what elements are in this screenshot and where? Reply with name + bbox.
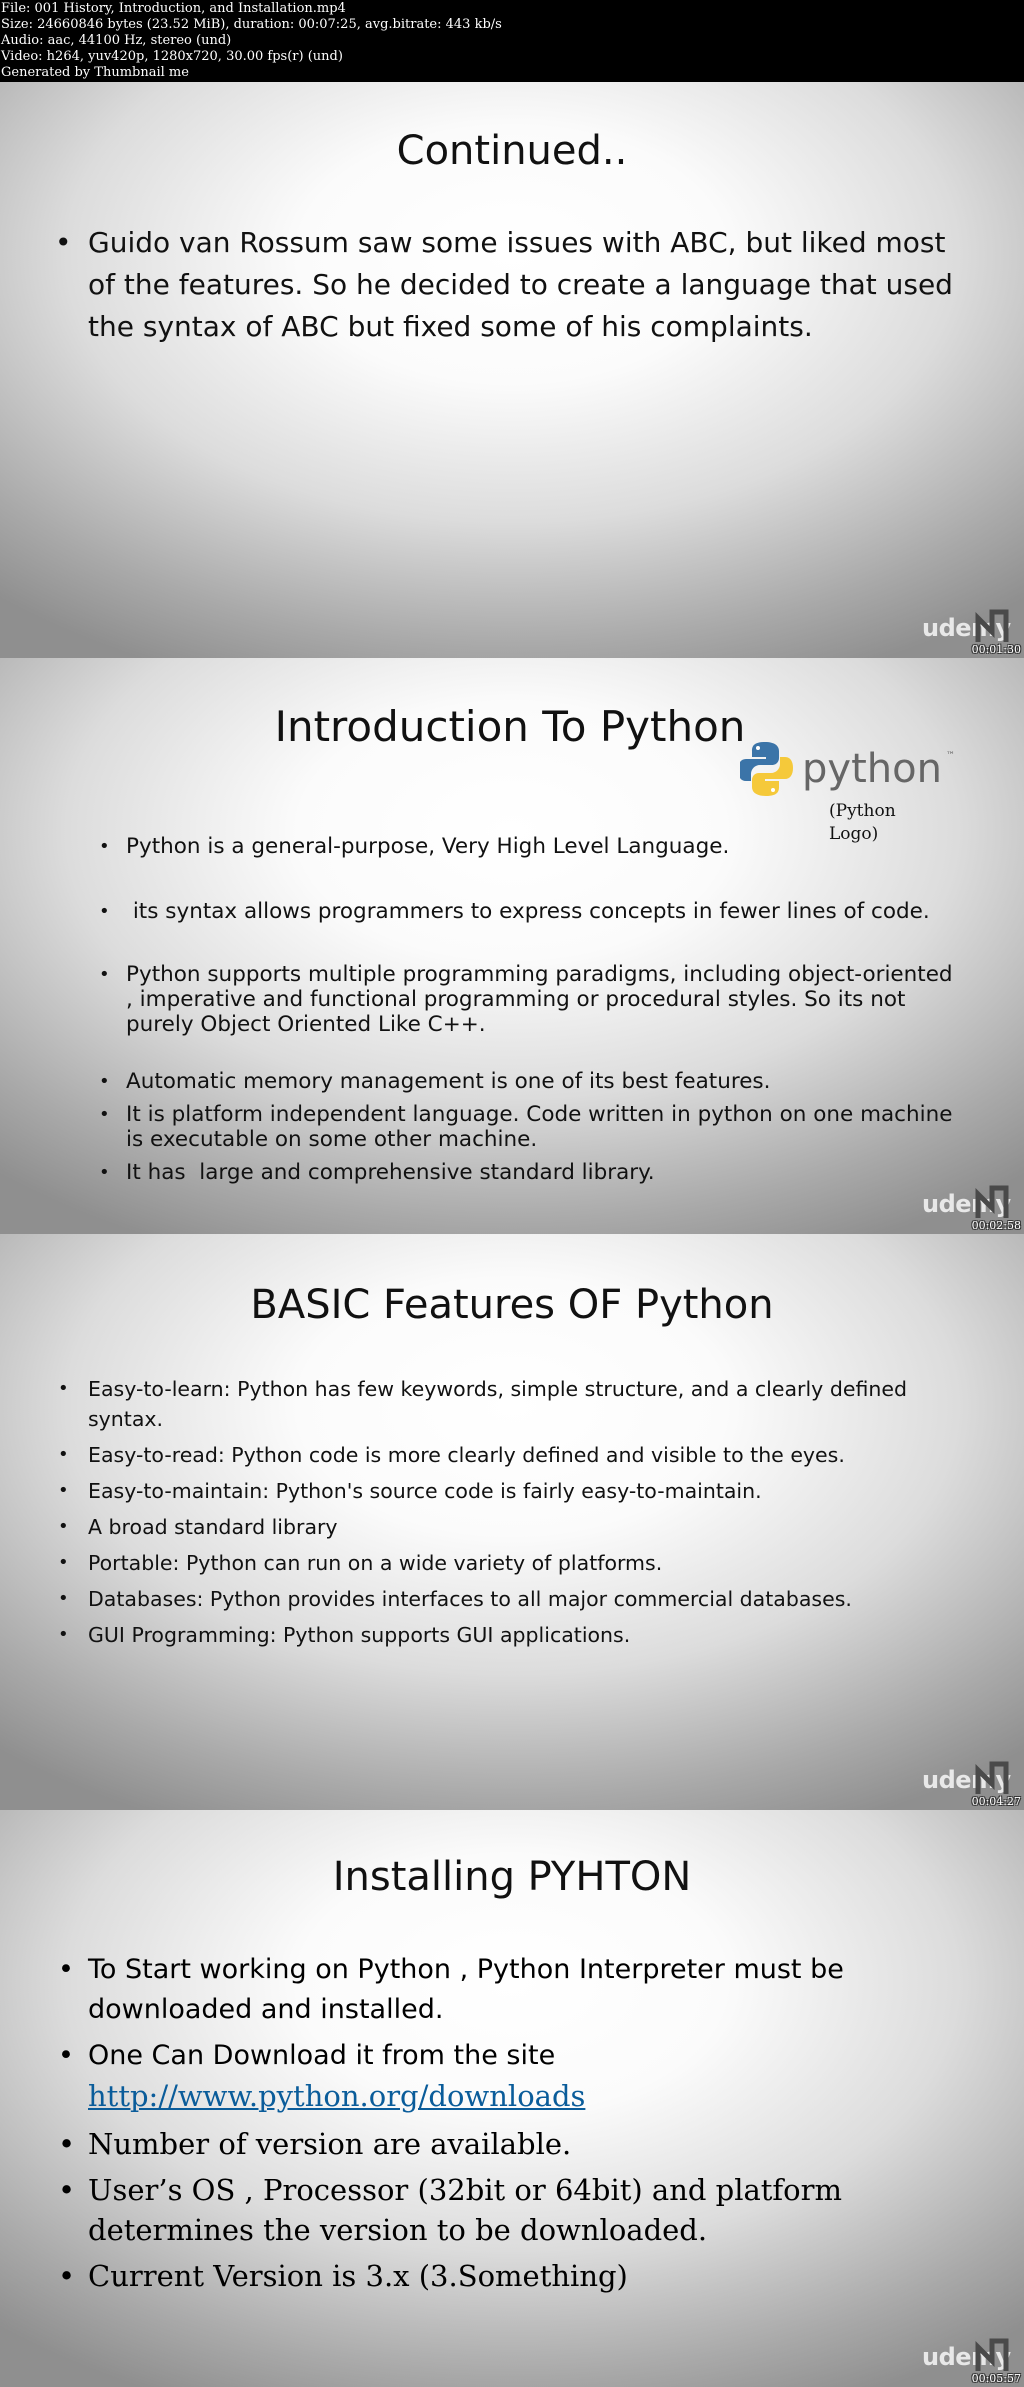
udemy-logo-text: udemy <box>922 2343 1011 2371</box>
slide-title: Installing PYHTON <box>332 1854 692 1900</box>
bullet-item <box>88 2036 968 2118</box>
bullet-item: • Easy-to-read: Python code is more clearly defined and visible to the eyes. <box>88 1440 968 1470</box>
frame-timestamp: 00:05:57 <box>971 2372 1021 2385</box>
bullet-item: • Python supports multiple programming paradigms, including object-oriented , imperative and functional programming or procedural styles. So its not purely Object Oriented Like C++. <box>126 962 966 1037</box>
udemy-logo-icon <box>972 2337 1012 2377</box>
thumbnail-frame-4 <box>0 1810 1024 2387</box>
udemy-logo-icon <box>972 608 1012 648</box>
frame-timestamp: 00:04:27 <box>971 1795 1021 1808</box>
slide-title: Introduction To Python <box>274 702 746 751</box>
file-metadata-header <box>0 0 1024 82</box>
bullet-item: • Easy-to-learn: Python has few keywords, simple structure, and a clearly defined syntax. <box>88 1374 968 1434</box>
file-size-line: Size: 24660846 bytes (23.52 MiB), duration: 00:07:25, avg.bitrate: 443 kb/s <box>1 17 502 32</box>
bullet-list <box>126 834 966 1185</box>
bullet-item: • its syntax allows programmers to express concepts in fewer lines of code. <box>126 899 966 924</box>
thumbnail-frame-1 <box>0 82 1024 658</box>
bullet-list <box>88 1950 968 2296</box>
generator-line: Generated by Thumbnail me <box>1 65 189 80</box>
udemy-watermark <box>922 1760 1012 1800</box>
udemy-logo-icon <box>972 1184 1012 1224</box>
udemy-watermark <box>922 1184 1012 1224</box>
udemy-watermark <box>922 608 1012 648</box>
bullet-item: • User’s OS , Processor (32bit or 64bit) and platform determines the version to be downloaded. <box>88 2170 968 2250</box>
python-downloads-link[interactable]: http://www.python.org/downloads <box>88 2079 586 2113</box>
video-info-line: Video: h264, yuv420p, 1280x720, 30.00 fps(r) (und) <box>1 49 343 64</box>
audio-info-line: Audio: aac, 44100 Hz, stereo (und) <box>1 33 232 48</box>
bullet-item: • Guido van Rossum saw some issues with ABC, but liked most of the features. So he decided to create a language that used the syntax of ABC but fixed some of his complaints. <box>88 222 968 348</box>
udemy-logo-text: udemy <box>922 1190 1011 1218</box>
frame-timestamp: 00:01:30 <box>971 643 1021 656</box>
bullet-item: • Databases: Python provides interfaces to all major commercial databases. <box>88 1584 968 1614</box>
bullet-item: • It is platform independent language. Code written in python on one machine is executable on some other machine. <box>126 1102 966 1152</box>
bullet-item: • Portable: Python can run on a wide variety of platforms. <box>88 1548 968 1578</box>
udemy-watermark <box>922 2337 1012 2377</box>
udemy-logo-text: udemy <box>922 1766 1011 1794</box>
frame-timestamp: 00:02:58 <box>971 1219 1021 1232</box>
bullet-item: • Python is a general-purpose, Very High Level Language. <box>126 834 966 859</box>
bullet-item: • Easy-to-maintain: Python's source code is fairly easy-to-maintain. <box>88 1476 968 1506</box>
udemy-logo-text: udemy <box>922 614 1011 642</box>
slide-title: BASIC Features OF Python <box>250 1282 774 1328</box>
python-logo-icon <box>740 738 960 798</box>
bullet-item: • Current Version is 3.x (3.Something) <box>88 2256 968 2296</box>
file-name-line: File: 001 History, Introduction, and Installation.mp4 <box>1 1 346 16</box>
bullet-item: • A broad standard library <box>88 1512 968 1542</box>
bullet-item: • To Start working on Python , Python Interpreter must be downloaded and installed. <box>88 1950 968 2030</box>
bullet-item: • Number of version are available. <box>88 2124 968 2164</box>
thumbnail-frame-2 <box>0 658 1024 1234</box>
python-logo-text: python <box>802 746 942 792</box>
udemy-logo-icon <box>972 1760 1012 1800</box>
bullet-item: • GUI Programming: Python supports GUI applications. <box>88 1620 968 1650</box>
python-logo-trademark: ™ <box>946 751 955 761</box>
slide-title: Continued.. <box>396 128 628 174</box>
bullet-item-text: One Can Download it from the site <box>88 2040 556 2071</box>
bullet-list <box>88 222 968 348</box>
bullet-item: • Automatic memory management is one of its best features. <box>126 1069 966 1094</box>
bullet-item: • It has large and comprehensive standard library. <box>126 1160 966 1185</box>
thumbnail-frame-3 <box>0 1234 1024 1810</box>
bullet-list <box>88 1374 968 1650</box>
python-logo-caption: (Python Logo) <box>829 801 896 844</box>
